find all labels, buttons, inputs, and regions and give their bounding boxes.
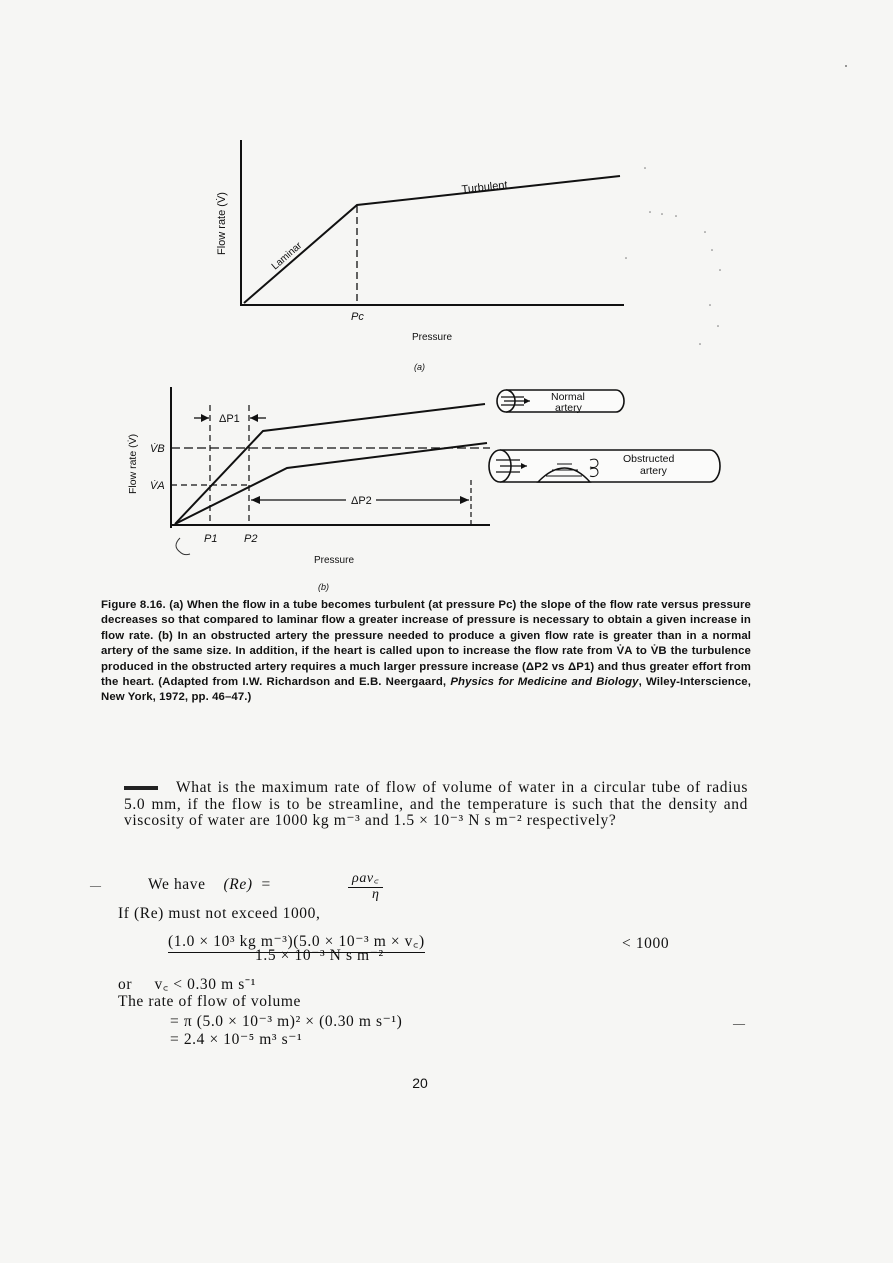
fig-a-xlabel: Pressure [412,332,453,343]
problem-text: What is the maximum rate of flow of volume of water in a circular tube of radius 5.0 mm, if the flow is to be streamline, and the temperature is such that the density and viscosity of water are 1000 kg m⁻³ and 1.5 × 10⁻³ N s m⁻² respectively? [124,779,748,829]
rate-line-2: = 2.4 × 10⁻⁵ m³ s⁻¹ [170,1031,303,1048]
solution-or-line: or v꜀ < 0.30 m s⁻¹ [118,976,256,993]
figure-b [0,380,893,600]
caption-body-1: When the flow in a tube becomes turbulent (at pressure Pc) the slope of the flow rate versus pressure decreases so that compared to laminar flow a greater increase of pressure is necessary to obtain a given increase in flow rate. [101,599,751,642]
caption-physics-title: Physics for Medicine and Biology [450,676,639,689]
obstructed-artery-label-1: Obstructed [623,453,675,465]
fig-b-delta-p2-label: ΔP2 [351,495,372,507]
inequality-denominator: 1.5 × 10⁻³ N s m⁻² [255,947,384,964]
normal-artery-label-1: Normal [551,391,585,403]
fig-a-ylabel: Flow rate (V̇) [216,192,228,255]
fig-b-vb-label: V̇B [150,443,165,455]
fig-b-va-label: V̇A [150,480,165,492]
fig-b-p1-label: P1 [204,533,218,545]
fig-a-pc-label: Pc [351,311,364,323]
obstructed-artery-label-2: artery [640,465,667,477]
obstructed-artery-icon [489,450,720,482]
rate-heading: The rate of flow of volume [118,993,302,1010]
figure-caption [101,598,751,706]
figure-a [0,0,893,380]
re-denominator: η [372,887,380,902]
rate-line-1: = π (5.0 × 10⁻³ m)² × (0.30 m s⁻¹) [170,1013,403,1030]
caption-part-b: (b) [158,629,173,642]
caption-body-2: In an obstructed artery the pressure needed to produce a given flow rate is greater than in a normal artery of the same size. In addition, if the heart is called upon to increase the flow rate from V̇A to V̇B the turbulence produced in the obstructed artery requires a much larger pressure increase (ΔP2 vs ΔP1) and thus greater effort from the heart. (Adapted from I.W. Richardson and E.B. Neergaard, [101,629,752,689]
re-numerator: ρav꜀ [348,868,383,888]
fig-a-caption-letter: (a) [414,362,425,372]
fig-b-p2-label: P2 [244,533,258,545]
scan-noise [625,65,847,345]
fig-a-turbulent-label: Turbulent [461,179,509,196]
normal-artery-label-2: artery [555,402,582,414]
scan-scribble [176,538,190,555]
fig-b-xlabel: Pressure [314,555,355,566]
problem-marker [124,786,158,790]
inequality-numerator: (1.0 × 10³ kg m⁻³)(5.0 × 10⁻³ m × v꜀) [168,929,425,953]
caption-part-a: (a) [169,599,184,611]
fig-b-delta-p1-label: ΔP1 [219,413,240,425]
fig-b-caption-letter: (b) [318,582,329,592]
inequality-rhs: < 1000 [622,935,670,952]
caption-publisher: , Wiley-Interscience, New York, 1972, pp. 46–47.) [101,676,752,704]
margin-mark-right: — [733,1016,746,1030]
margin-mark-left: — [90,880,102,892]
fig-a-laminar-label: Laminar [269,240,305,273]
solution-if-line: If (Re) must not exceed 1000, [118,905,321,922]
page-number: 20 [412,1075,428,1091]
solution-we-have: We have (Re) = [148,876,271,893]
problem-statement [124,780,748,830]
caption-label: Figure 8.16. [101,599,166,611]
fig-b-ylabel: Flow rate (V̇) [127,433,139,494]
